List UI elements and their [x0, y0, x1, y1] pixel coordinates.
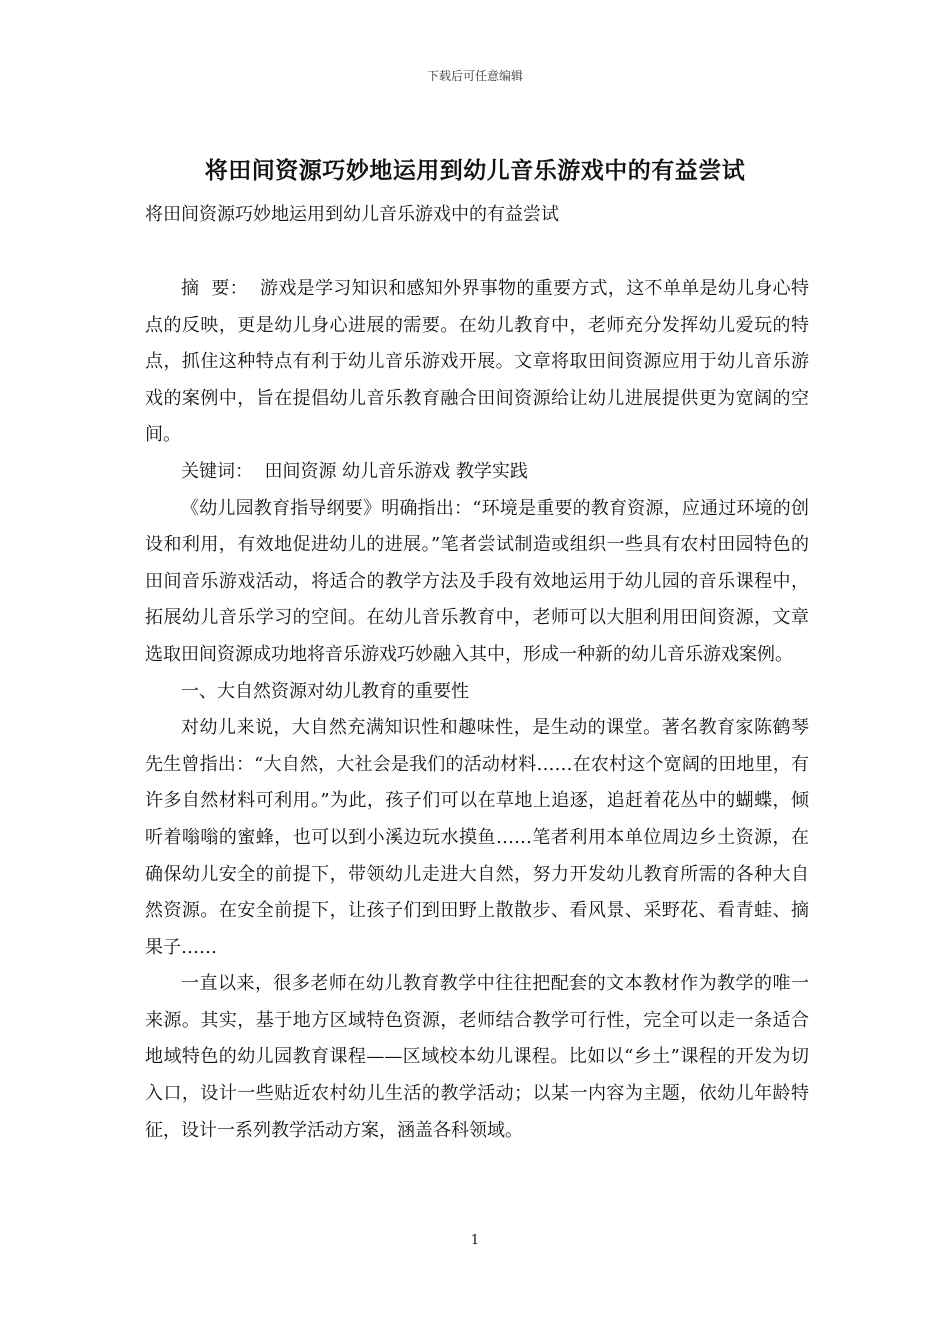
document-body: [145, 271, 809, 1149]
abstract-label: 摘 要：: [181, 278, 261, 299]
page-number: 1: [470, 1233, 480, 1248]
body-paragraph: 《幼儿园教育指导纲要》明确指出：“环境是重要的教育资源，应通过环境的创设和利用，有效地促进幼儿的进展。”笔者尝试制造或组织一些具有农村田园特色的田间音乐游戏活动，将适合的教学方法及手段有效地运用于幼儿园的音乐课程中，拓展幼儿音乐学习的空间。在幼儿音乐教育中，老师可以大胆利用田间资源，文章选取田间资源成功地将音乐游戏巧妙融入其中，形成一种新的幼儿音乐游戏案例。: [145, 497, 809, 665]
header-note: 下载后可任意编辑: [426, 69, 523, 83]
keywords-paragraph: [145, 454, 809, 491]
keywords-text: 田间资源 幼儿音乐游戏 教学实践: [264, 460, 528, 482]
document-subtitle: 将田间资源巧妙地运用到幼儿音乐游戏中的有益尝试: [145, 204, 559, 225]
abstract-text: 游戏是学习知识和感知外界事物的重要方式，这不单单是幼儿身心特点的反映，更是幼儿身心进展的需要。在幼儿教育中，老师充分发挥幼儿爱玩的特点，抓住这种特点有利于幼儿音乐游戏开展。文章将取田间资源应用于幼儿音乐游戏的案例中，旨在提倡幼儿音乐教育融合田间资源给让幼儿进展提供更为宽阔的空间。: [145, 278, 809, 446]
document-title: 将田间资源巧妙地运用到幼儿音乐游戏中的有益尝试: [204, 158, 746, 184]
keywords-label: 关键词：: [181, 460, 265, 482]
body-paragraph: 对幼儿来说，大自然充满知识性和趣味性，是生动的课堂。著名教育家陈鹤琴先生曾指出：“大自然，大社会是我们的活动材料……在农村这个宽阔的田地里，有许多自然材料可利用。”为此，孩子们可以在草地上追逐，追赶着花丛中的蝴蝶，倾听着嗡嗡的蜜蜂，也可以到小溪边玩水摸鱼……笔者利用本单位周边乡土资源，在确保幼儿安全的前提下，带领幼儿走进大自然，努力开发幼儿教育所需的各种大自然资源。在安全前提下，让孩子们到田野上散散步、看风景、采野花、看青蛙、摘果子……: [145, 717, 809, 958]
section-heading: 一、大自然资源对幼儿教育的重要性: [181, 680, 469, 702]
abstract-paragraph: [145, 271, 809, 454]
body-paragraph: 一直以来，很多老师在幼儿教育教学中往往把配套的文本教材作为教学的唯一来源。其实，基于地方区域特色资源，老师结合教学可行性，完全可以走一条适合地域特色的幼儿园教育课程——区域校本幼儿课程。比如以“乡土”课程的开发为切入口，设计一些贴近农村幼儿生活的教学活动；以某一内容为主题，依幼儿年龄特征，设计一系列教学活动方案，涵盖各科领域。: [145, 973, 809, 1141]
